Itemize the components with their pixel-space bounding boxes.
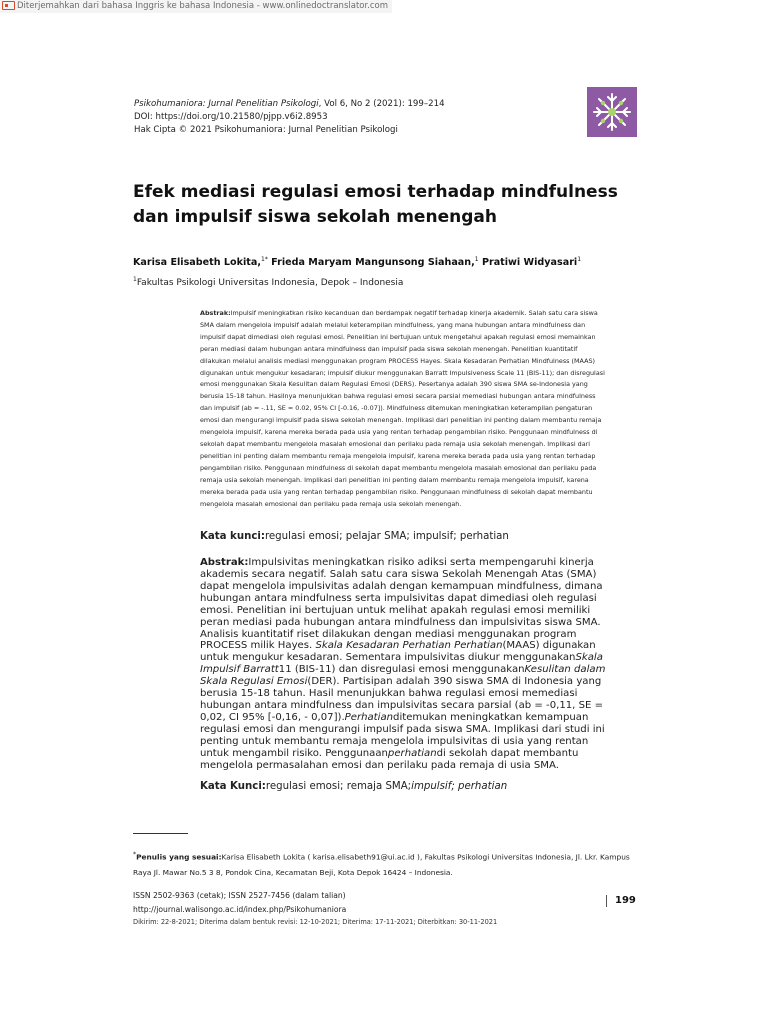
- keywords-indonesian-text: regulasi emosi; remaja SMA;: [265, 781, 412, 792]
- abstract-label: Abstrak:: [200, 309, 231, 317]
- banner-text[interactable]: Diterjemahkan dari bahasa Inggris ke bahasa Indonesia - www.onlinedoctranslator.com: [17, 1, 389, 11]
- journal-url[interactable]: http://journal.walisongo.ac.id/index.php/Psikohumaniora: [133, 905, 347, 914]
- snowflake-logo-icon: [587, 87, 637, 137]
- footnote-mark: *: [133, 851, 137, 858]
- keywords-label: Kata kunci:: [200, 531, 265, 542]
- abstract-italic-2: Skala Impulsif Barratt: [200, 652, 603, 676]
- abstract-part-2: (MAAS) digunakan untuk mengukur kesadaran. Sementara impulsivitas diukur menggunakan: [200, 640, 596, 664]
- journal-doi[interactable]: DOI: https://doi.org/10.21580/pjpp.v6i2.8953: [134, 112, 328, 122]
- title-line-1: Efek mediasi regulasi emosi terhadap mindfulness: [133, 182, 618, 202]
- keywords-indonesian: [200, 781, 507, 792]
- title-line-2: dan impulsif siswa sekolah menengah: [133, 207, 497, 227]
- abstract-italic-4: Perhatian: [344, 711, 394, 723]
- abstract-part-5: ditemukan meningkatkan kemampuan regulasi emosi dan mengurangi impulsif pada siswa SMA. Implikasi dari studi ini penting untuk membantu remaja mengelola impulsivitas di usia yang rentan untuk mengambil risiko. Penggunaan: [200, 711, 605, 759]
- journal-copyright: Hak Cipta © 2021 Psikohumaniora: Jurnal Penelitian Psikologi: [134, 125, 398, 135]
- keywords-english-translated: [200, 531, 509, 542]
- author-1: Karisa Elisabeth Lokita,: [133, 257, 261, 269]
- affiliation-mark: 1: [133, 276, 137, 283]
- submission-dates: Dikirim: 22-8-2021; Diterima dalam bentuk revisi: 12-10-2021; Diterima: 17-11-2021; Diterbitkan: 30-11-2021: [133, 918, 498, 926]
- corresponding-author-footnote: [133, 847, 643, 880]
- abstract-part-4: (DER). Partisipan adalah 390 siswa SMA di Indonesia yang berusia 15-18 tahun. Hasil menunjukkan bahwa regulasi emosi memediasi hubungan antara mindfulness dan impulsivitas secara parsial (ab = -0,11, SE = 0,02, CI 95% [-0,16, - 0,07]).: [200, 676, 604, 723]
- keywords-indonesian-italic: impulsif; perhatian: [411, 781, 508, 792]
- abstract-part-6: di sekolah dapat membantu mengelola permasalahan emosi dan perilaku pada remaja di usia SMA.: [200, 747, 579, 771]
- corresponding-mark: *: [264, 256, 268, 263]
- author-list: [133, 256, 581, 268]
- author-3: Pratiwi Widyasari: [481, 257, 578, 269]
- author-2: Frieda Maryam Mangunsong Siahaan,: [271, 257, 475, 269]
- page-number-divider: [606, 895, 607, 907]
- translation-banner[interactable]: [0, 0, 392, 13]
- affiliation: [133, 276, 403, 288]
- footnote-label: Penulis yang sesuai:: [136, 852, 222, 862]
- abstract-indonesian-label: Abstrak:: [200, 557, 249, 568]
- publication-info: [133, 889, 346, 917]
- issn-text: ISSN 2502-9363 (cetak); ISSN 2527-7456 (dalam talian): [133, 891, 346, 900]
- journal-volume: , Vol 6, No 2 (2021): 199–214: [318, 99, 445, 109]
- keywords-indonesian-label: Kata Kunci:: [200, 781, 266, 792]
- affiliation-text: Fakultas Psikologi Universitas Indonesia, Depok – Indonesia: [136, 278, 404, 288]
- author-1-affil: 1: [260, 256, 265, 263]
- abstract-text: Impulsif meningkatkan risiko kecanduan dan berdampak negatif terhadap kinerja akademik. Salah satu cara siswa SMA dalam mengelola impulsif adalah melalui keterampilan mindfulness, yang mana hubungan antara mindfulness dan impulsif dapat dimediasi oleh regulasi emosi. Penelitian ini bertujuan untuk mengetahui apakah regulasi emosi memainkan peran mediasi dalam hubungan antara mindfulness dan impulsif pada siswa sekolah menengah. Penelitian kuantitatif dilakukan melalui analisis mediasi menggunakan program PROCESS Hayes. Skala Kesadaran Perhatian Mindfulness (MAAS) digunakan untuk mengukur kesadaran; impulsif diukur menggunakan Barratt Impulsiveness Scale 11 (BIS-11); dan disregulasi emosi menggunakan Skala Kesulitan dalam Regulasi Emosi (DERS). Pesertanya adalah 390 siswa SMA se-Indonesia yang berusia 15-18 tahun. Hasilnya menunjukkan bahwa regulasi emosi secara parsial memediasi hubungan antara mindfulness dan impulsif (ab = -.11, SE = 0.02, 95% CI [-0.16, -0.07]). Mindfulness ditemukan meningkatkan keterampilan pengaturan emosi dan mengurangi impulsif pada siswa sekolah menengah. Implikasi dari penelitian ini penting dalam membantu remaja mengelola impulsif, karena mereka berada pada usia yang rentan terhadap pengambilan risiko. Penggunaan mindfulness di sekolah dapat membantu mengelola masalah emosional dan perilaku pada remaja usia sekolah menengah. Implikasi dari penelitian ini penting dalam membantu remaja mengelola impulsif, karena mereka berada pada usia yang rentan terhadap pengambilan risiko. Penggunaan mindfulness di sekolah dapat membantu mengelola masalah emosional dan perilaku pada remaja usia sekolah menengah. Implikasi dari penelitian ini penting dalam membantu remaja mengelola impulsif, karena mereka berada pada usia yang rentan terhadap pengambilan risiko. Penggunaan mindfulness di sekolah dapat membantu mengelola masalah emosional dan perilaku pada remaja usia sekolah menengah.: [200, 309, 605, 508]
- journal-header: [134, 98, 445, 137]
- author-2-affil: 1: [474, 256, 479, 263]
- abstract-indonesian: [200, 557, 610, 772]
- article-title: [133, 180, 633, 230]
- keywords-text: regulasi emosi; pelajar SMA; impulsif; perhatian: [264, 531, 509, 542]
- journal-logo: [587, 87, 637, 137]
- abstract-italic-1: Skala Kesadaran Perhatian Perhatian: [315, 640, 503, 652]
- footnote-divider: [133, 833, 188, 834]
- footnote-text: Karisa Elisabeth Lokita ( karisa.elisabeth91@ui.ac.id ), Fakultas Psikologi Universitas Indonesia, Jl. Lkr. Kampus Raya Jl. Mawar No.5 3 8, Pondok Cina, Kecamatan Beji, Kota Depok 16424 – Indonesia.: [133, 852, 630, 877]
- abstract-italic-5: perhatian: [387, 747, 437, 759]
- abstract-english-translated: [200, 308, 608, 510]
- abstract-part-3: 11 (BIS-11) dan disregulasi emosi menggunakan: [278, 664, 525, 676]
- translate-icon: [2, 1, 15, 10]
- author-3-affil: 1: [577, 256, 582, 263]
- abstract-part-1: Impulsivitas meningkatkan risiko adiksi serta mempengaruhi kinerja akademis secara negatif. Salah satu cara siswa Sekolah Menengah Atas (SMA) dapat mengelola impulsivitas adalah dengan kemampuan mindfulness, dimana hubungan antara mindfulness serta impulsivitas dapat dimediasi oleh regulasi emosi. Penelitian ini bertujuan untuk melihat apakah regulasi emosi memiliki peran mediasi pada hubungan antara mindfulness dan impulsivitas siswa SMA. Analisis kuantitatif riset dilakukan dengan mediasi menggunakan program PROCESS milik Hayes.: [200, 557, 603, 652]
- journal-name: Psikohumaniora: Jurnal Penelitian Psikologi: [134, 99, 319, 109]
- abstract-italic-3: Kesulitan dalam Skala Regulasi Emosi: [200, 664, 606, 688]
- page-number: 199: [615, 895, 636, 906]
